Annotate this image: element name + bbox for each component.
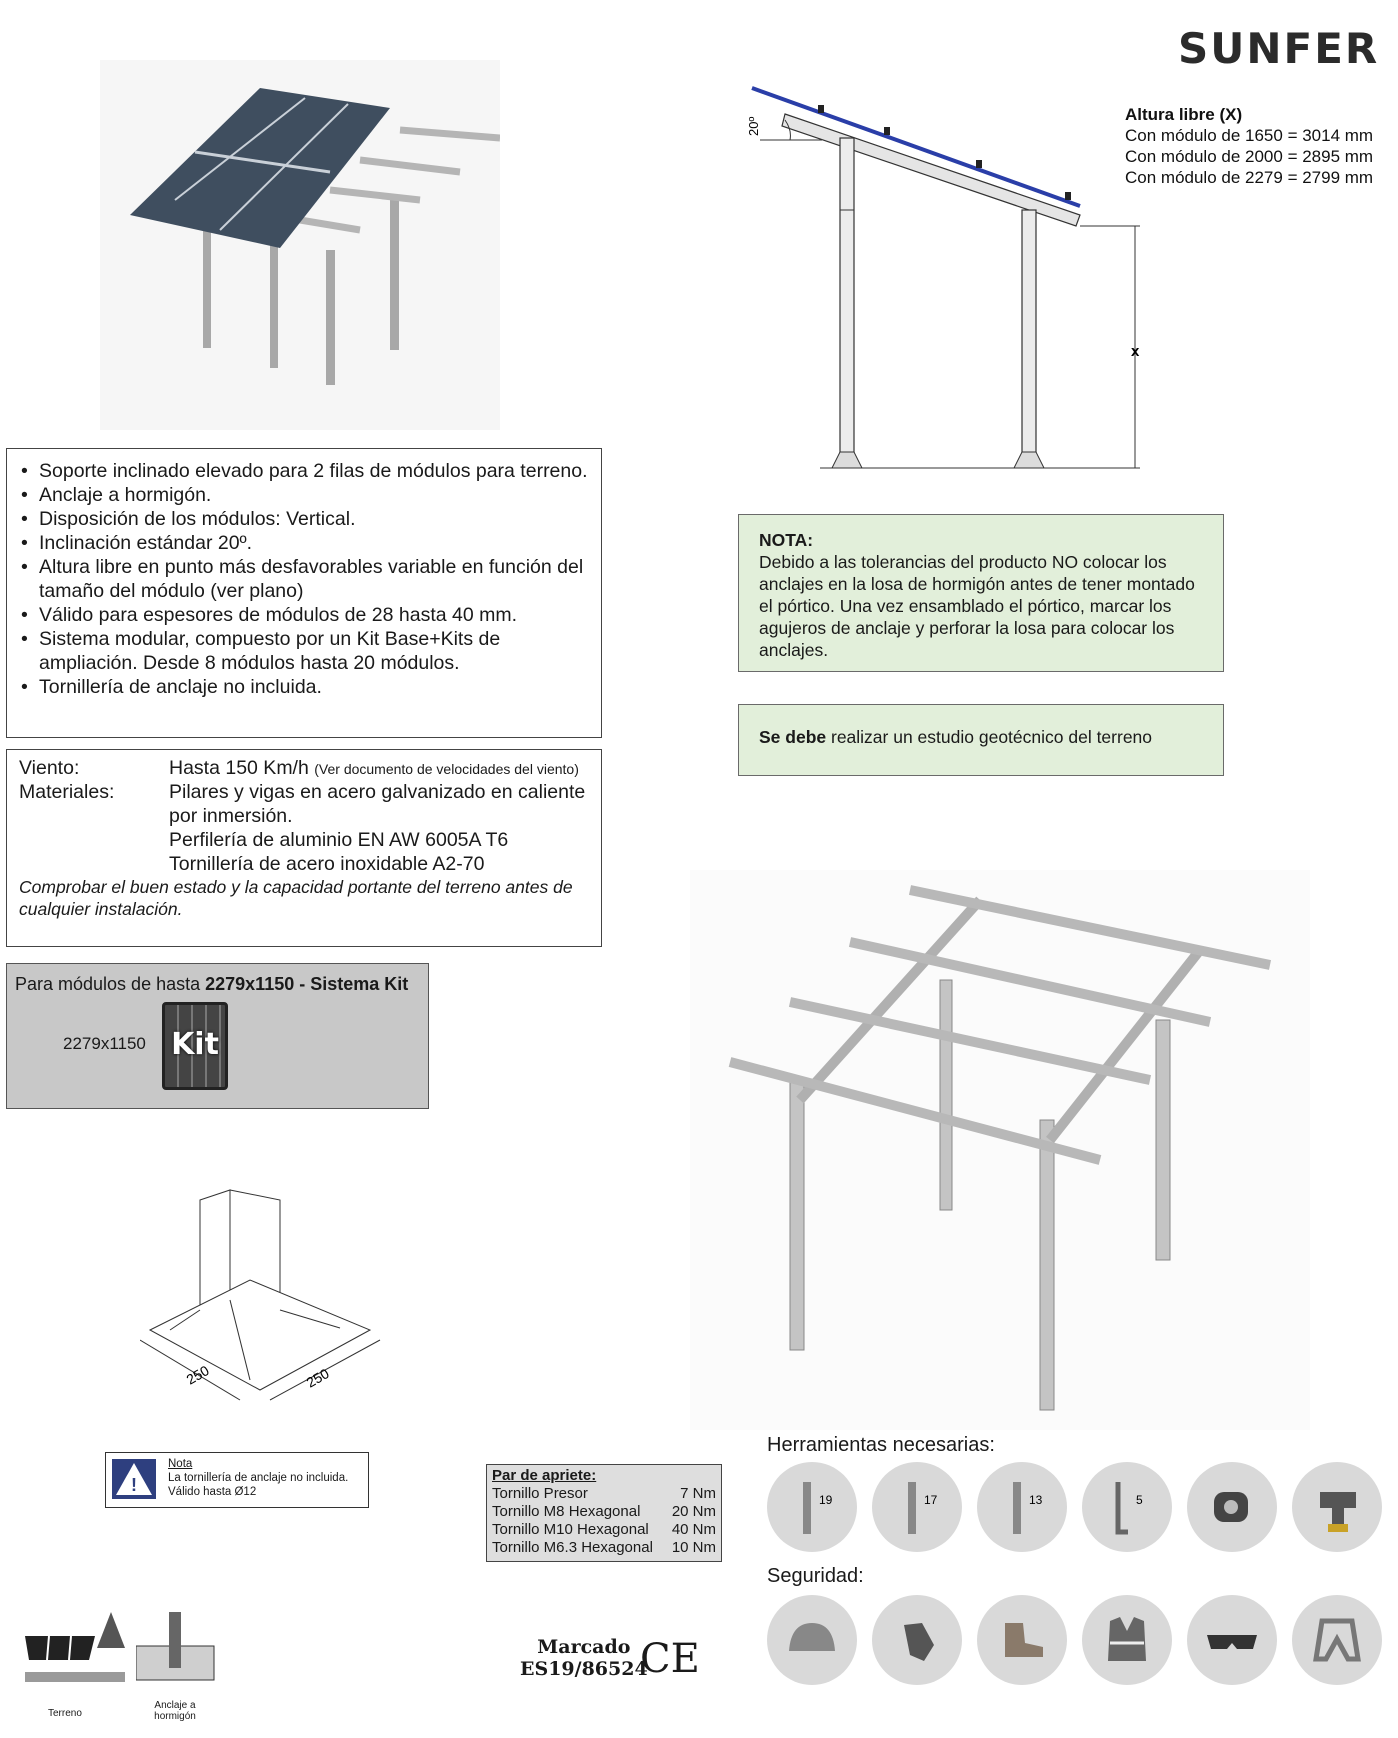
- viento-note: (Ver documento de velocidades del viento): [314, 761, 579, 777]
- tools-title: Herramientas necesarias:: [767, 1434, 995, 1456]
- viento-key: Viento:: [19, 757, 80, 779]
- x-dimension-label: x: [1131, 343, 1140, 360]
- ce-marking: Marcado ES19/86524: [520, 1636, 648, 1680]
- leg: [203, 230, 211, 348]
- altura-title: Altura libre (X): [1125, 105, 1243, 124]
- torque-row: Tornillo M8 Hexagonal 20 Nm: [492, 1503, 716, 1520]
- materiales-row: [19, 780, 591, 876]
- kit-title: Para módulos de hasta 2279x1150 - Sistema Kit: [15, 974, 409, 994]
- wrench-icon: [767, 1462, 857, 1552]
- warning-note: [105, 1452, 369, 1508]
- feature-item: • Sistema modular, compuesto por un Kit Base+Kits de ampliación. Desde 8 módulos hasta 20 módulos.: [19, 627, 591, 675]
- vest-icon: [1082, 1595, 1172, 1685]
- structure-frame-drawing: [690, 870, 1310, 1430]
- allen-key-icon: [1082, 1462, 1172, 1552]
- nota-box: [738, 514, 1224, 672]
- terrain-warning: Comprobar el buen estado y la capacidad portante del terreno antes de cualquier instalación.: [19, 877, 573, 919]
- anclaje-caption: Anclaje a hormigón: [154, 1700, 196, 1722]
- base-plate-drawing: [140, 1180, 390, 1410]
- gloves-icon: [872, 1595, 962, 1685]
- helmet-icon: [767, 1595, 857, 1685]
- feature-item: • Inclinación estándar 20º.: [19, 531, 591, 555]
- boots-icon: [977, 1595, 1067, 1685]
- brand-logo: [1158, 20, 1380, 76]
- viento-row: [19, 756, 591, 780]
- kit-module-icon: Kit: [162, 1002, 228, 1090]
- altura-libre: [1125, 104, 1373, 188]
- materiales-values: Pilares y vigas en acero galvanizado en caliente por inmersión. Perfilería de aluminio EN AW 6005A T6 Tornillería de acero inoxidable A2-70: [169, 781, 586, 875]
- feature-item: • Altura libre en punto más desfavorables variable en función del tamaño del módulo (ver plano): [19, 555, 591, 603]
- ce-mark: CE: [640, 1636, 700, 1682]
- terreno-icon: [25, 1612, 125, 1702]
- wrench-icon: [872, 1462, 962, 1552]
- technical-side-drawing: [740, 80, 1140, 480]
- base-dim: 250: [303, 1365, 332, 1391]
- feature-item: • Soporte inclinado elevado para 2 filas de módulos para terreno.: [19, 459, 591, 483]
- svg-text:19: 19: [819, 1493, 833, 1507]
- torque-row: Tornillo M10 Hexagonal 40 Nm: [492, 1521, 716, 1538]
- materiales-key: Materiales:: [19, 781, 115, 803]
- module-line: [752, 88, 1080, 206]
- kit-box: [6, 963, 429, 1109]
- drill-icon: [1292, 1462, 1382, 1552]
- altura-row: Con módulo de 1650 = 3014 mm: [1125, 126, 1374, 145]
- warning-icon: [112, 1459, 156, 1499]
- torque-row: Tornillo Presor 7 Nm: [492, 1485, 716, 1502]
- svg-text:13: 13: [1029, 1493, 1043, 1507]
- wrench-icon: [977, 1462, 1067, 1552]
- leg: [326, 250, 335, 385]
- svg-text:5: 5: [1136, 1493, 1143, 1507]
- structure-photo: [100, 60, 500, 430]
- torque-row: Tornillo M6.3 Hexagonal 10 Nm: [492, 1539, 716, 1556]
- leg: [1040, 1120, 1054, 1410]
- brand-name: SUNFER: [1178, 23, 1380, 73]
- tape-measure-icon: [1187, 1462, 1277, 1552]
- leg: [790, 1080, 804, 1350]
- feature-item: • Disposición de los módulos: Vertical.: [19, 507, 591, 531]
- torque-table: [486, 1464, 722, 1562]
- svg-text:17: 17: [924, 1493, 938, 1507]
- features-box: [6, 448, 602, 738]
- leg-back: [1022, 210, 1036, 460]
- goggles-icon: [1187, 1595, 1277, 1685]
- geotech-note: Se debe realizar un estudio geotécnico del terreno: [738, 704, 1224, 776]
- feature-item: • Válido para espesores de módulos de 28 hasta 40 mm.: [19, 603, 591, 627]
- angle-label: 20º: [746, 116, 761, 136]
- terreno-caption: Terreno: [48, 1708, 82, 1719]
- harness-icon: [1292, 1595, 1382, 1685]
- warning-text: Nota La tornillería de anclaje no incluida. Válido hasta Ø12: [168, 1458, 349, 1498]
- nota-text: Debido a las tolerancias del producto NO colocar los anclajes en la losa de hormigón antes de tener montado el pórtico. Una vez ensamblado el pórtico, marcar los agujeros de anclaje y perforar la losa para colocar los anclajes.: [759, 552, 1195, 660]
- leg: [940, 980, 952, 1210]
- anclaje-icon: [136, 1612, 216, 1690]
- leg-front: [840, 138, 854, 460]
- feature-item: • Tornillería de anclaje no incluida.: [19, 675, 591, 699]
- safety-title: Seguridad:: [767, 1565, 864, 1587]
- feature-item: • Anclaje a hormigón.: [19, 483, 591, 507]
- nota-title: NOTA:: [759, 530, 814, 550]
- leg: [1156, 1020, 1170, 1260]
- svg-text:!: !: [131, 1475, 137, 1495]
- base-dim: 250: [183, 1362, 212, 1388]
- leg: [390, 200, 399, 350]
- specs-box: [6, 749, 602, 947]
- altura-row: Con módulo de 2279 = 2799 mm: [1125, 168, 1374, 187]
- altura-row: Con módulo de 2000 = 2895 mm: [1125, 147, 1374, 166]
- torque-title: Par de apriete:: [492, 1467, 597, 1484]
- kit-size: 2279x1150: [63, 1034, 146, 1053]
- viento-value: Hasta 150 Km/h (Ver documento de velocidades del viento): [169, 757, 579, 779]
